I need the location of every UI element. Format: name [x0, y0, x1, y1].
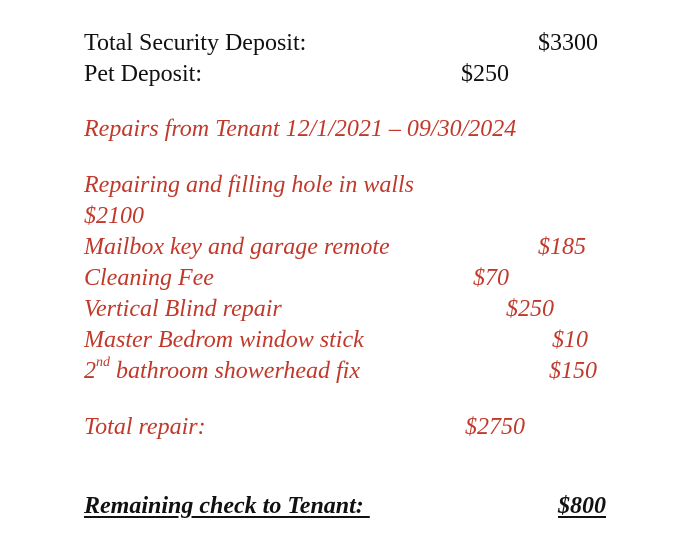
repair-walls-amount: $2100	[84, 203, 144, 229]
repair-window-amount: $10	[552, 327, 588, 353]
shower-ordinal: nd	[96, 355, 110, 370]
remaining-check-label: Remaining check to Tenant:	[84, 493, 370, 519]
total-repair-label: Total repair:	[84, 414, 206, 440]
pet-deposit-label: Pet Deposit:	[84, 61, 202, 87]
shower-label-text: bathroom showerhead fix	[110, 358, 360, 384]
security-deposit-label: Total Security Deposit:	[84, 30, 307, 56]
total-repair-amount: $2750	[465, 414, 525, 440]
repair-cleaning-amount: $70	[473, 265, 509, 291]
repair-shower-amount: $150	[549, 358, 597, 384]
repair-window-label: Master Bedrom window stick	[84, 327, 364, 353]
repairs-heading: Repairs from Tenant 12/1/2021 – 09/30/2024	[84, 116, 517, 142]
repair-cleaning-label: Cleaning Fee	[84, 265, 214, 291]
repair-blind-label: Vertical Blind repair	[84, 296, 282, 322]
repair-mailbox-amount: $185	[538, 234, 586, 260]
repair-walls-label: Repairing and filling hole in walls	[84, 172, 414, 198]
repair-blind-amount: $250	[506, 296, 554, 322]
security-deposit-amount: $3300	[538, 30, 598, 56]
remaining-check-amount: $800	[558, 493, 606, 519]
shower-prefix: 2	[84, 358, 96, 384]
repair-shower-label	[84, 357, 360, 385]
repair-mailbox-label: Mailbox key and garage remote	[84, 234, 390, 260]
pet-deposit-amount: $250	[461, 61, 509, 87]
